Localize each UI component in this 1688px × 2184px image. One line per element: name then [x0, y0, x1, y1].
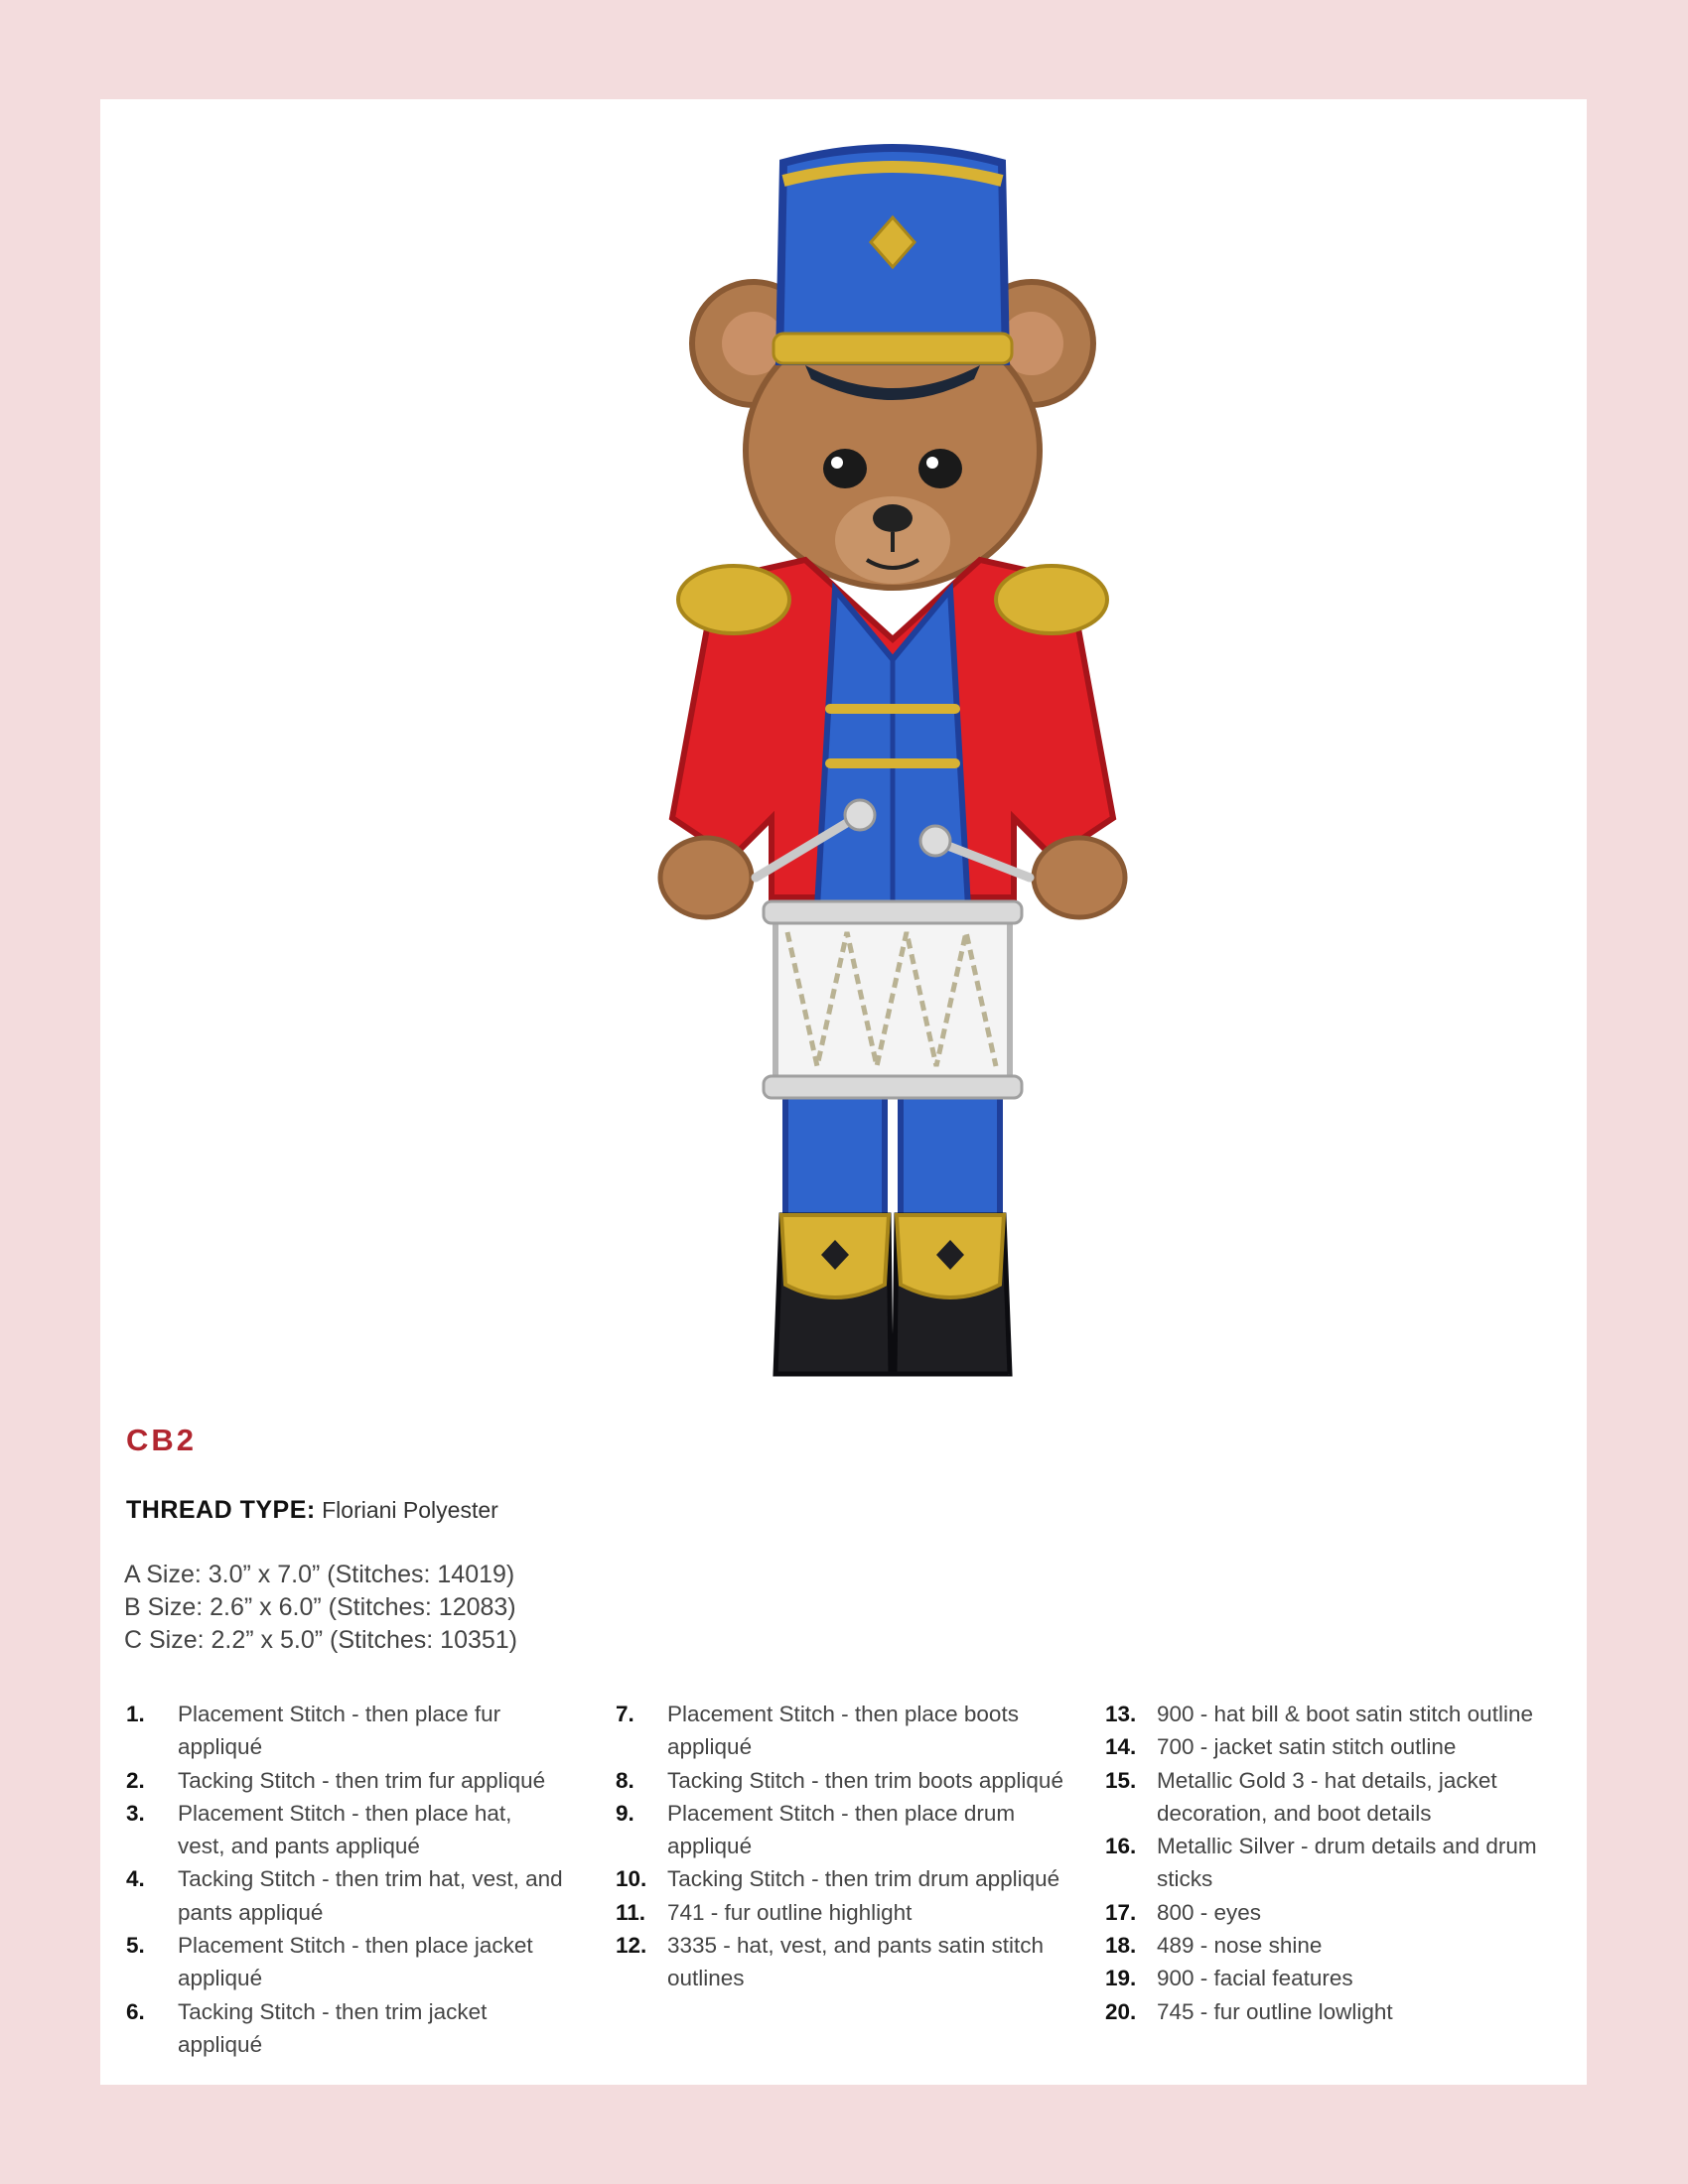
step-item — [1105, 1995, 1572, 2028]
design-code: CB2 — [126, 1423, 198, 1457]
right-epaulette — [996, 566, 1107, 633]
step-item — [1105, 1896, 1572, 1929]
step-number: 2. — [126, 1767, 145, 1793]
step-item — [1105, 1764, 1572, 1831]
step-text: Placement Stitch - then place hat, vest, and pants appliqué — [178, 1800, 512, 1859]
step-text: 800 - eyes — [1157, 1899, 1262, 1925]
step-item — [1105, 1929, 1572, 1962]
step-item — [616, 1896, 1072, 1929]
step-number: 5. — [126, 1933, 145, 1959]
step-text: Placement Stitch - then place fur appliqué — [178, 1702, 501, 1760]
step-number: 1. — [126, 1702, 145, 1726]
size-a: A Size: 3.0” x 7.0” (Stitches: 14019) — [124, 1561, 515, 1588]
size-b: B Size: 2.6” x 6.0” (Stitches: 12083) — [124, 1593, 516, 1621]
step-item — [1105, 1962, 1572, 1994]
step-text: Tacking Stitch - then trim boots appliqué — [667, 1767, 1063, 1793]
pattern-sheet — [100, 99, 1587, 2085]
step-text: 489 - nose shine — [1157, 1933, 1323, 1959]
left-epaulette — [678, 566, 789, 633]
step-text: 900 - facial features — [1157, 1966, 1353, 1991]
step-number: 13. — [1105, 1702, 1137, 1726]
steps-column-2 — [616, 1698, 1072, 1995]
step-item — [126, 1797, 563, 1863]
thread-type-label: THREAD TYPE: — [126, 1496, 316, 1524]
step-number: 7. — [616, 1702, 634, 1726]
step-item — [126, 1764, 563, 1797]
step-number: 8. — [616, 1767, 634, 1793]
step-text: Placement Stitch - then place boots appliqué — [667, 1702, 1019, 1760]
step-text: 741 - fur outline highlight — [667, 1899, 913, 1925]
step-text: 700 - jacket satin stitch outline — [1157, 1734, 1457, 1760]
step-number: 17. — [1105, 1899, 1137, 1925]
step-text: 745 - fur outline lowlight — [1157, 1998, 1393, 2024]
size-list — [124, 1559, 517, 1657]
step-number: 14. — [1105, 1734, 1137, 1760]
step-number: 9. — [616, 1800, 634, 1826]
step-text: Tacking Stitch - then trim hat, vest, and pants appliqué — [178, 1866, 563, 1925]
step-item — [616, 1862, 1072, 1895]
step-item — [126, 1698, 563, 1764]
step-number: 16. — [1105, 1834, 1137, 1859]
size-c: C Size: 2.2” x 5.0” (Stitches: 10351) — [124, 1626, 518, 1654]
step-item — [616, 1698, 1072, 1764]
thread-type — [126, 1496, 498, 1525]
step-item — [126, 1929, 563, 1995]
step-item — [1105, 1730, 1572, 1763]
step-number: 15. — [1105, 1767, 1137, 1793]
step-number: 12. — [616, 1933, 647, 1959]
step-text: Metallic Silver - drum details and drum sticks — [1157, 1834, 1537, 1892]
step-item — [1105, 1698, 1572, 1730]
step-text: Placement Stitch - then place jacket appliqué — [178, 1933, 533, 1991]
steps-column-1 — [126, 1698, 563, 2061]
step-number: 6. — [126, 1998, 145, 2024]
step-item — [126, 1995, 563, 2062]
step-number: 4. — [126, 1866, 145, 1892]
step-item — [616, 1929, 1072, 1995]
step-item — [616, 1797, 1072, 1863]
step-number: 19. — [1105, 1966, 1137, 1991]
step-item — [616, 1764, 1072, 1797]
step-number: 20. — [1105, 1998, 1137, 2024]
nutcracker-bear-embroidery-image — [557, 123, 1232, 1493]
step-item — [126, 1862, 563, 1929]
step-text: Metallic Gold 3 - hat details, jacket decoration, and boot details — [1157, 1767, 1497, 1826]
thread-type-value: Floriani Polyester — [322, 1497, 498, 1523]
step-number: 18. — [1105, 1933, 1137, 1959]
step-text: Tacking Stitch - then trim jacket appliqué — [178, 1998, 488, 2057]
step-text: Tacking Stitch - then trim drum appliqué — [667, 1866, 1060, 1892]
step-item — [1105, 1830, 1572, 1896]
step-text: 900 - hat bill & boot satin stitch outline — [1157, 1702, 1533, 1726]
step-number: 10. — [616, 1866, 647, 1892]
step-text: Placement Stitch - then place drum appliqué — [667, 1800, 1016, 1859]
step-number: 11. — [616, 1899, 646, 1925]
steps-column-3 — [1105, 1698, 1572, 2028]
step-text: Tacking Stitch - then trim fur appliqué — [178, 1767, 546, 1793]
step-number: 3. — [126, 1800, 145, 1826]
step-text: 3335 - hat, vest, and pants satin stitch outlines — [667, 1933, 1044, 1991]
